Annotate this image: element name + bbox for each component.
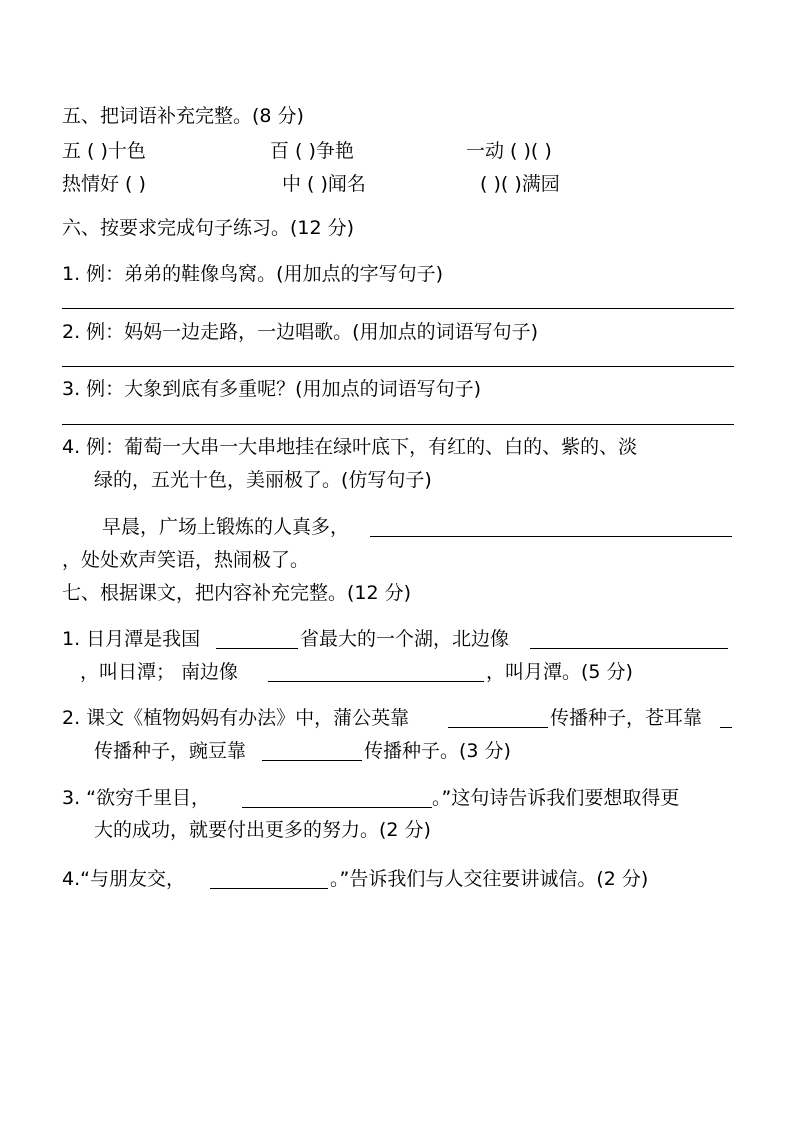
- s6-q4-fill-end: ，处处欢声笑语，热闹极了。: [62, 549, 310, 571]
- idiom-2: 百 ( )争艳: [270, 140, 354, 162]
- s6-q4-fill-start: 早晨，广场上锻炼的人真多，: [102, 516, 350, 538]
- idiom-5: 中 ( )闻名: [282, 173, 366, 195]
- s7-q2-d: 传播种子。(3 分): [364, 740, 511, 762]
- s6-answer-line-1[interactable]: [62, 308, 734, 309]
- s6-question-4-line2: 绿的，五光十色，美丽极了。(仿写句子): [94, 469, 432, 491]
- section-6-heading: 六、按要求完成句子练习。(12 分): [62, 217, 355, 239]
- s7-q2-blank-dandelion[interactable]: [448, 727, 548, 728]
- s6-question-1: 1. 例：弟弟的鞋像鸟窝。(用加点的字写句子): [62, 263, 443, 285]
- section-5-heading: 五、把词语补充完整。(8 分): [62, 105, 304, 127]
- idiom-4: 热情好 ( ): [62, 173, 146, 195]
- s7-q1-c: ，叫日潭； 南边像: [80, 661, 239, 683]
- idiom-3: 一动 ( )( ): [466, 140, 552, 162]
- idiom-1: 五 ( )十色: [62, 140, 146, 162]
- s7-q2-a: 2. 课文《植物妈妈有办法》中，蒲公英靠: [62, 707, 410, 729]
- s7-q1-d: ，叫月潭。(5 分): [486, 661, 633, 683]
- s6-question-4-line1: 4. 例：葡萄一大串一大串地挂在绿叶底下，有红的、白的、紫的、淡: [62, 436, 638, 458]
- s7-q4-blank[interactable]: [210, 888, 328, 889]
- s7-q1-blank-north[interactable]: [530, 648, 728, 649]
- section-7-heading: 七、根据课文，把内容补充完整。(12 分): [62, 582, 412, 604]
- s6-answer-line-2[interactable]: [62, 366, 734, 367]
- s7-q1-a: 1. 日月潭是我国: [62, 628, 201, 650]
- s7-q2-blank-cocklebur[interactable]: [720, 727, 732, 728]
- s6-q4-blank[interactable]: [370, 536, 732, 537]
- s7-q2-c: 传播种子，豌豆靠: [94, 740, 247, 762]
- s7-q3-a: 3. “欲穷千里目，: [62, 787, 211, 809]
- s7-q1-blank-south[interactable]: [268, 681, 484, 682]
- s7-q4-a: 4.“与朋友交，: [62, 868, 185, 890]
- s7-q4-b: 。”告诉我们与人交往要讲诚信。(2 分): [330, 868, 649, 890]
- s6-question-3: 3. 例：大象到底有多重呢？(用加点的词语写句子): [62, 378, 481, 400]
- idiom-6: ( )( )满园: [480, 173, 560, 195]
- s7-q3-c: 大的成功，就要付出更多的努力。(2 分): [94, 819, 431, 841]
- s7-q3-b: 。”这句诗告诉我们要想取得更: [432, 787, 680, 809]
- s6-answer-line-3[interactable]: [62, 424, 734, 425]
- s6-question-2: 2. 例：妈妈一边走路，一边唱歌。(用加点的词语写句子): [62, 321, 538, 343]
- s7-q2-blank-pea[interactable]: [262, 760, 362, 761]
- s7-q2-b: 传播种子，苍耳靠: [550, 707, 703, 729]
- s7-q1-b: 省最大的一个湖，北边像: [300, 628, 510, 650]
- s7-q3-blank[interactable]: [242, 807, 432, 808]
- s7-q1-blank-province[interactable]: [216, 648, 298, 649]
